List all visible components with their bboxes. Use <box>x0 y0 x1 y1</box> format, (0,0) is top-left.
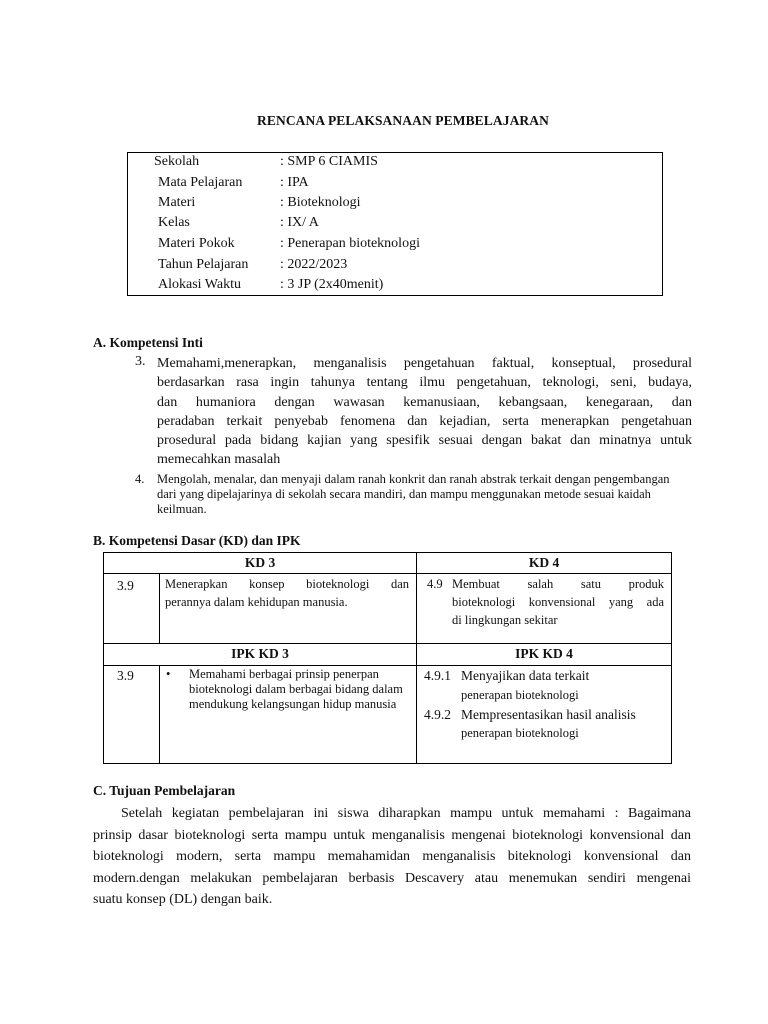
competence-table <box>103 552 672 764</box>
text-line: bioteknologi konvensional yang ada <box>452 595 664 609</box>
text-line: berdasarkan rasa ingin tahunya tentang ilmu pengetahuan, teknologi, seni, budaya, <box>157 375 692 391</box>
bullet-icon: • <box>166 667 171 681</box>
list-number: 4. <box>135 472 145 486</box>
text-line: Membuat salah satu produk <box>452 577 664 591</box>
text-line: bioteknologi modern, serta mampu memahamidan menganalisis biteknologi konvensional dan <box>93 849 691 864</box>
identity-value: : 2022/2023 <box>280 257 348 272</box>
table-divider <box>104 665 671 666</box>
identity-row-time-allocation <box>128 277 662 297</box>
identity-value: : IPA <box>280 175 309 190</box>
ipk4-line: penerapan bioteknologi <box>461 726 579 740</box>
identity-label: Materi <box>158 195 196 210</box>
identity-value: : Bioteknologi <box>280 195 361 210</box>
table-header-kd4: KD 4 <box>528 555 560 570</box>
text-line: peradaban terkait penyebab fenomena dan kejadian, serta menerapkan pengetahuan <box>157 413 692 429</box>
identity-row-school <box>128 154 662 174</box>
identity-label: Sekolah <box>154 154 200 169</box>
text-line: modern.dengan melakukan pembelajaran berbasis Descavery atau menemukan sendiri mengenai <box>93 870 691 886</box>
ipk3-description: Memahami berbagai prinsip penerpan bioteknologi dalam berbagai bidang dalam mendukung kelangsungan hidup manusia <box>189 667 403 711</box>
identity-row-subject <box>128 175 662 195</box>
identity-label: Alokasi Waktu <box>158 277 241 292</box>
identity-label: Mata Pelajaran <box>158 175 243 190</box>
table-header-ipk-kd3: IPK KD 3 <box>231 646 289 661</box>
identity-row-school-year <box>128 257 662 277</box>
ipk4-line: Mempresentasikan hasil analisis <box>461 707 636 722</box>
text-line: prosedural pada bidang kajian yang spesifik sesuai dengan bakat dan minatnya untuk <box>157 433 692 449</box>
document-title: RENCANA PELAKSANAAN PEMBELAJARAN <box>257 113 549 128</box>
identity-label: Tahun Pelajaran <box>158 257 249 272</box>
text-line: Menerapkan konsep bioteknologi dan <box>165 577 409 591</box>
ipk4-line: Menyajikan data terkait <box>461 668 590 683</box>
core-competence-text: Mengolah, menalar, dan menyaji dalam ranah konkrit dan ranah abstrak terkait dengan pengembangan dari yang dipelajarinya di sekolah secara mandiri, dan mampu menggunakan metode sesuai kaidah keilmuan. <box>157 472 670 516</box>
text-line: Memahami,menerapkan, menganalisis pengetahuan faktual, konseptual, prosedural <box>157 356 692 371</box>
table-header-kd3: KD 3 <box>244 555 276 570</box>
ipk4-number: 4.9.1 <box>424 668 451 683</box>
text-line: perannya dalam kehidupan manusia. <box>165 595 348 609</box>
kd4-number: 4.9 <box>427 577 443 591</box>
identity-label: Materi Pokok <box>158 236 235 251</box>
table-divider <box>104 643 671 644</box>
learning-objectives-paragraph <box>93 803 691 911</box>
section-heading-core-competence: A. Kompetensi Inti <box>93 335 203 350</box>
kd4-description <box>452 577 664 628</box>
identity-value: : IX/ A <box>280 215 319 230</box>
table-divider <box>159 573 160 643</box>
text-line: dan humaniora dengan wawasan kemanusiaan, kebangsaan, kenegaraan, dan <box>157 394 692 410</box>
text-line: prinsip dasar bioteknologi serta mampu untuk menganalisis mengenai bioteknologi konvensional dan <box>93 827 691 843</box>
identity-label: Kelas <box>158 215 190 230</box>
text-line: memecahkan masalah <box>157 452 281 468</box>
core-competence-text <box>157 354 692 470</box>
section-heading-basic-competence: B. Kompetensi Dasar (KD) dan IPK <box>93 533 301 548</box>
identity-value: : SMP 6 CIAMIS <box>280 154 378 169</box>
text-line: suatu konsep (DL) dengan baik. <box>93 892 273 907</box>
identity-value: : 3 JP (2x40menit) <box>280 277 384 292</box>
list-number: 3. <box>135 354 146 369</box>
identity-box <box>127 152 663 296</box>
table-divider <box>104 573 671 574</box>
ipk3-number: 3.9 <box>117 668 134 683</box>
text-line: Setelah kegiatan pembelajaran ini siswa diharapkan mampu untuk memahami : Bagaimana <box>121 806 691 821</box>
identity-row-material <box>128 195 662 215</box>
identity-row-class <box>128 215 662 235</box>
table-divider <box>159 665 160 763</box>
section-heading-learning-objectives: C. Tujuan Pembelajaran <box>93 783 236 798</box>
kd3-number: 3.9 <box>117 578 134 593</box>
text-line: di lingkungan sekitar <box>452 613 558 627</box>
identity-row-main-material <box>128 236 662 256</box>
ipk4-line: penerapan bioteknologi <box>461 688 579 702</box>
table-header-ipk-kd4: IPK KD 4 <box>515 646 573 661</box>
ipk4-number: 4.9.2 <box>424 707 451 722</box>
identity-value: : Penerapan bioteknologi <box>280 236 420 251</box>
kd3-description <box>165 577 409 610</box>
